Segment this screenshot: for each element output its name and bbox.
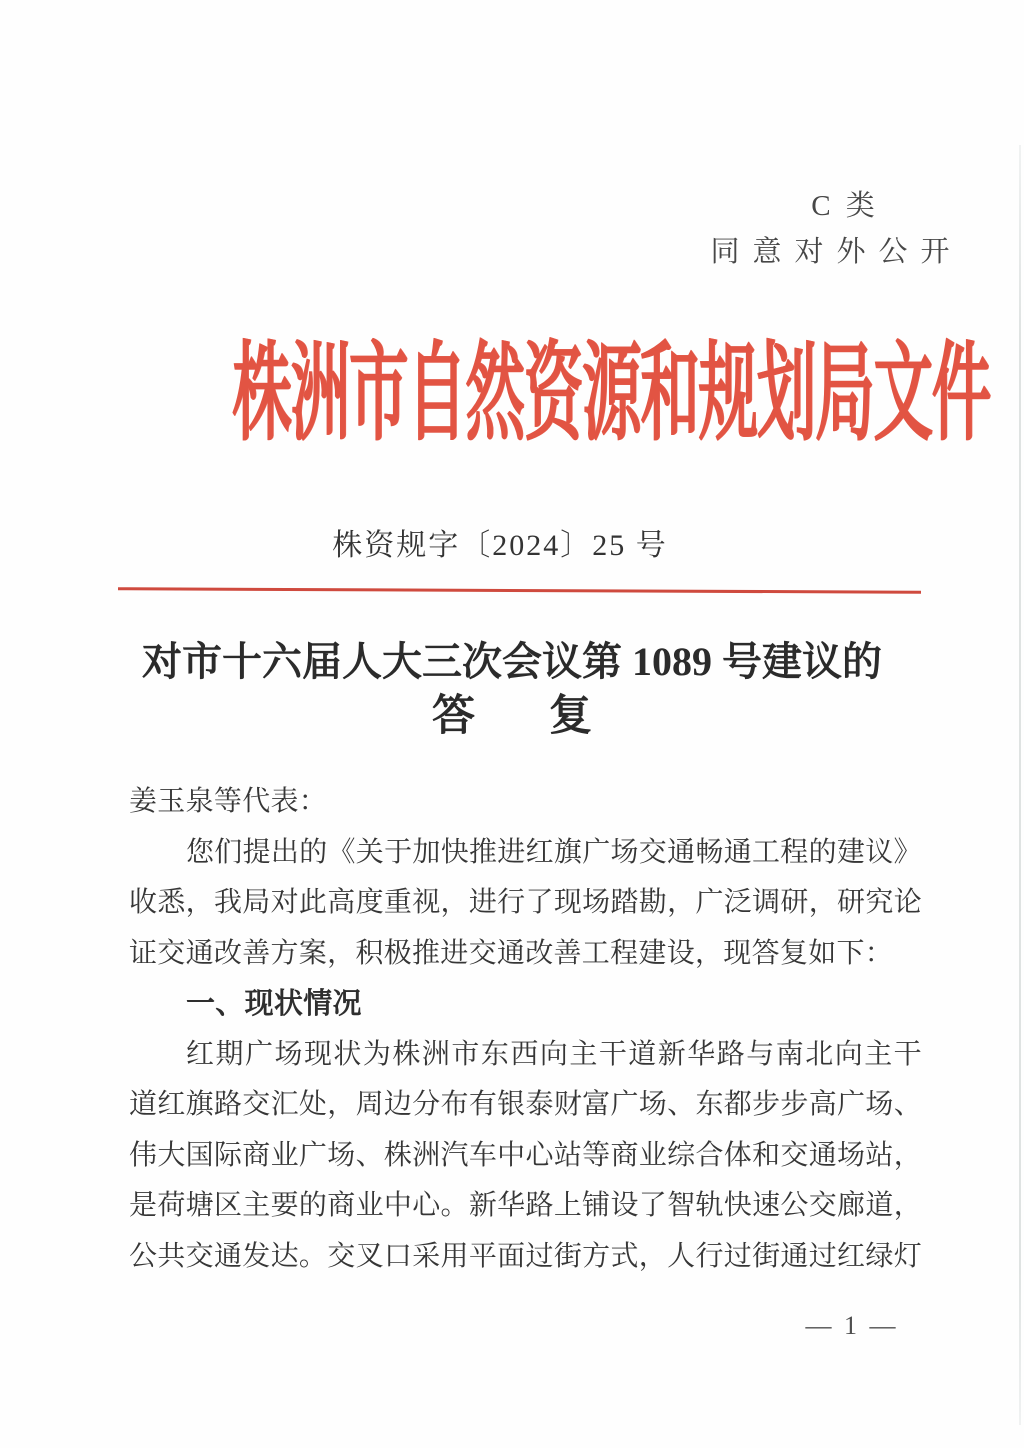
document-title-line2 bbox=[0, 682, 1024, 743]
paragraph-line: 公共交通发达。交叉口采用平面过街方式，人行过街通过红绿灯 bbox=[129, 1240, 922, 1272]
agency-header bbox=[0, 333, 1024, 454]
paragraph-line: 是荷塘区主要的商业中心。新华路上铺设了智轨快速公交廊道， bbox=[129, 1190, 922, 1221]
classification-label: C 类 bbox=[811, 190, 879, 222]
page-number: — 1 — bbox=[805, 1311, 899, 1340]
agency-header-text: 株洲市自然资源和规划局文件 bbox=[232, 333, 990, 454]
paragraph-line: 道红旗路交汇处，周边分布有银泰财富广场、东都步步高广场、 bbox=[129, 1089, 922, 1120]
document-number: 株资规字〔2024〕25 号 bbox=[332, 529, 668, 562]
paragraph-line: 伟大国际商业广场、株洲汽车中心站等商业综合体和交通场站， bbox=[129, 1139, 922, 1171]
red-divider-rule bbox=[118, 587, 921, 594]
publicity-label: 同意对外公开 bbox=[710, 236, 963, 268]
document-title-line1: 对市十六届人大三次会议第 1089 号建议的 bbox=[142, 639, 882, 684]
body-text-block bbox=[129, 777, 922, 1282]
paragraph-line: 证交通改善方案，积极推进交通改善工程建设，现答复如下： bbox=[129, 937, 894, 969]
reply-char-left: 答 bbox=[432, 693, 475, 740]
paragraph-line: 收悉，我局对此高度重视，进行了现场踏勘，广泛调研，研究论 bbox=[129, 887, 922, 918]
greeting-line: 姜玉泉等代表： bbox=[129, 786, 328, 817]
section-heading: 一、现状情况 bbox=[186, 988, 362, 1020]
scan-edge-artifact bbox=[1019, 145, 1021, 1425]
reply-char-right: 复 bbox=[549, 693, 592, 740]
paragraph-line: 红期广场现状为株洲市东西向主干道新华路与南北向主干 bbox=[186, 1038, 922, 1070]
paragraph-line: 您们提出的《关于加快推进红旗广场交通畅通工程的建议》 bbox=[186, 836, 922, 868]
